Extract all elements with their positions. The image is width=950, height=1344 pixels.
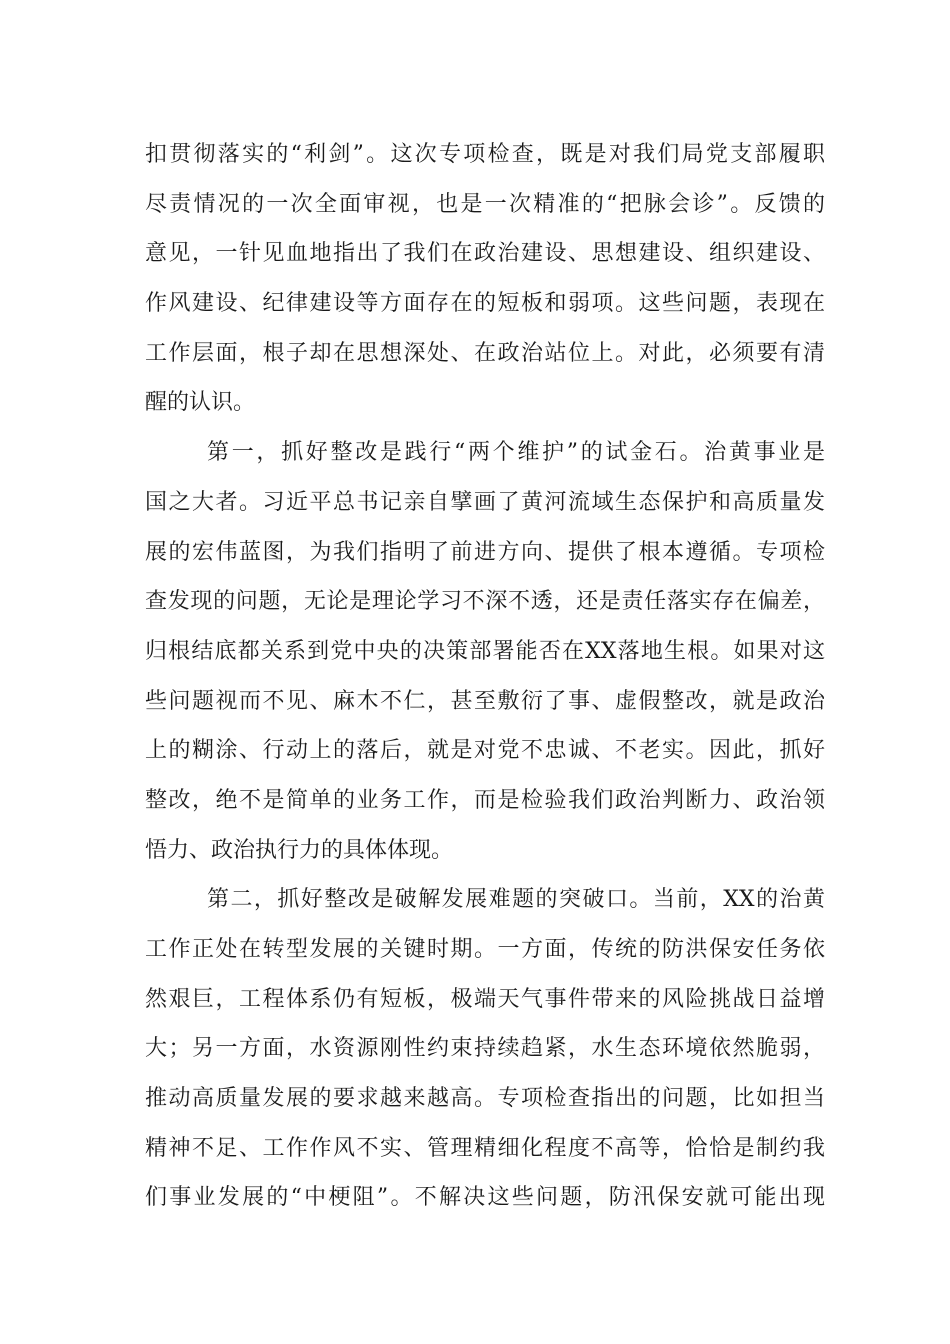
text-line: 整改，绝不是简单的业务工作，而是检验我们政治判断力、政治领 <box>145 787 825 813</box>
text-line: 然艰巨，工程体系仍有短板，极端天气事件带来的风险挑战日益增 <box>145 986 825 1012</box>
text-line: 国之大者。习近平总书记亲自擘画了黄河流域生态保护和高质量发 <box>145 489 825 515</box>
text-line: 醒的认识。 <box>145 390 256 416</box>
text-line: 工作正处在转型发展的关键时期。一方面，传统的防洪保安任务依 <box>145 937 825 962</box>
text-line: 们事业发展的“中梗阻”。不解决这些问题，防汛保安就可能出现 <box>145 1185 825 1211</box>
text-line: 上的糊涂、行动上的落后，就是对党不忠诚、不老实。因此，抓好 <box>145 738 825 764</box>
text-line: 大；另一方面，水资源刚性约束持续趋紧，水生态环境依然脆弱， <box>145 1036 825 1062</box>
text-line: 尽责情况的一次全面审视，也是一次精准的“把脉会诊”。反馈的 <box>145 191 825 217</box>
text-line: 扣贯彻落实的“利剑”。这次专项检查，既是对我们局党支部履职 <box>145 142 825 167</box>
text-line: 作风建设、纪律建设等方面存在的短板和弱项。这些问题，表现在 <box>145 291 825 317</box>
text-line: 些问题视而不见、麻木不仁，甚至敷衍了事、虚假整改，就是政治 <box>145 688 825 714</box>
text-line: 归根结底都关系到党中央的决策部署能否在XX落地生根。如果对这 <box>145 638 825 664</box>
text-line: 展的宏伟蓝图，为我们指明了前进方向、提供了根本遵循。专项检 <box>145 539 825 565</box>
text-line: 悟力、政治执行力的具体体现。 <box>145 837 454 863</box>
text-line: 精神不足、工作作风不实、管理精细化程度不高等，恰恰是制约我 <box>145 1135 825 1161</box>
text-line: 工作层面，根子却在思想深处、在政治站位上。对此，必须要有清 <box>145 340 825 366</box>
paragraph-start-line: 第一，抓好整改是践行“两个维护”的试金石。治黄事业是 <box>207 440 825 466</box>
text-line: 查发现的问题，无论是理论学习不深不透，还是责任落实存在偏差， <box>145 589 825 615</box>
paragraph-start-line: 第二，抓好整改是破解发展难题的突破口。当前，XX的治黄 <box>207 887 825 913</box>
text-line: 推动高质量发展的要求越来越高。专项检查指出的问题，比如担当 <box>145 1086 825 1112</box>
text-line: 意见，一针见血地指出了我们在政治建设、思想建设、组织建设、 <box>145 241 825 267</box>
body-text <box>145 130 825 1223</box>
